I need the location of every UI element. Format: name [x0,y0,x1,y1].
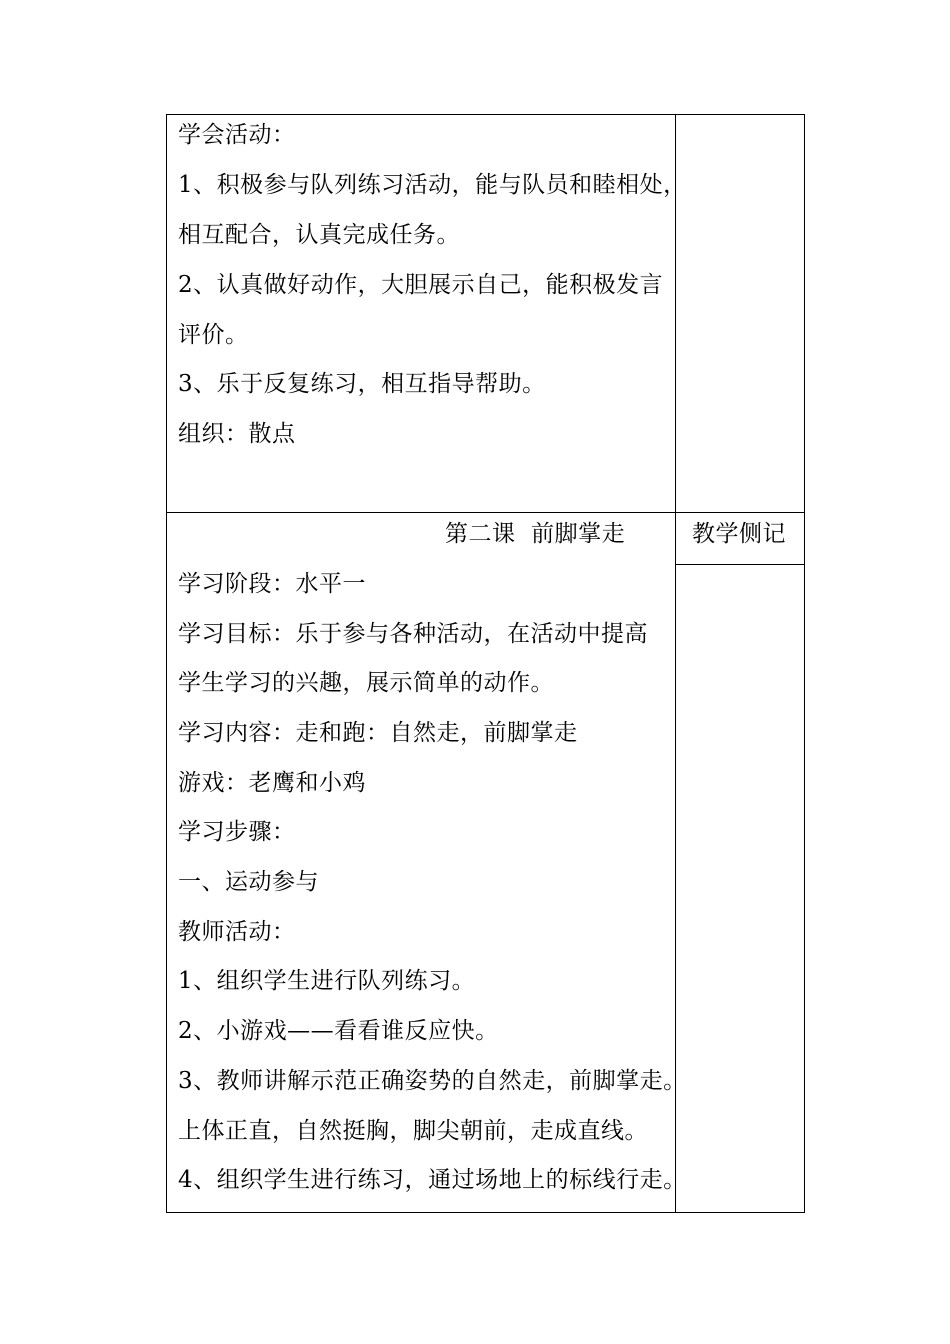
step-one-heading: 一、运动参与 [178,869,319,895]
learning-content: 学习内容：走和跑：自然走，前脚掌走 [178,720,578,746]
table-right-border [804,114,805,1213]
activity-item-1-line-1: 1、积极参与队列练习活动，能与队员和睦相处， [178,172,687,198]
learning-goal-line-2: 学生学习的兴趣，展示简单的动作。 [178,670,554,696]
side-header-divider [675,564,805,565]
learning-activities-heading: 学会活动： [178,122,296,148]
teacher-item-2: 2、小游戏——看看谁反应快。 [178,1018,499,1044]
learning-goal-line-1: 学习目标：乐于参与各种活动，在活动中提高 [178,621,648,647]
learning-stage: 学习阶段：水平一 [178,571,366,597]
organization-line: 组织：散点 [178,421,296,447]
teacher-activities-heading: 教师活动： [178,919,296,945]
table-bottom-border [166,1212,805,1213]
activity-item-3: 3、乐于反复练习，相互指导帮助。 [178,371,546,397]
lesson-title: 第二课 前脚掌走 [445,521,626,547]
activity-item-2-line-1: 2、认真做好动作，大胆展示自己，能积极发言 [178,272,664,298]
teacher-item-1: 1、组织学生进行队列练习。 [178,968,476,994]
table-top-border [166,114,805,115]
table-left-border [166,114,167,1213]
learning-steps-heading: 学习步骤： [178,819,296,845]
activity-item-1-line-2: 相互配合，认真完成任务。 [178,222,460,248]
teacher-item-4: 4、组织学生进行练习，通过场地上的标线行走。 [178,1167,687,1193]
game-line: 游戏：老鹰和小鸡 [178,770,366,796]
teaching-notes-header: 教学侧记 [692,521,786,547]
table-row-divider [166,512,805,513]
table-column-divider [675,114,676,1213]
activity-item-2-line-2: 评价。 [178,322,249,348]
teacher-item-3-line-1: 3、教师讲解示范正确姿势的自然走，前脚掌走。 [178,1068,687,1094]
teacher-item-3-line-2: 上体正直，自然挺胸，脚尖朝前，走成直线。 [178,1118,648,1144]
